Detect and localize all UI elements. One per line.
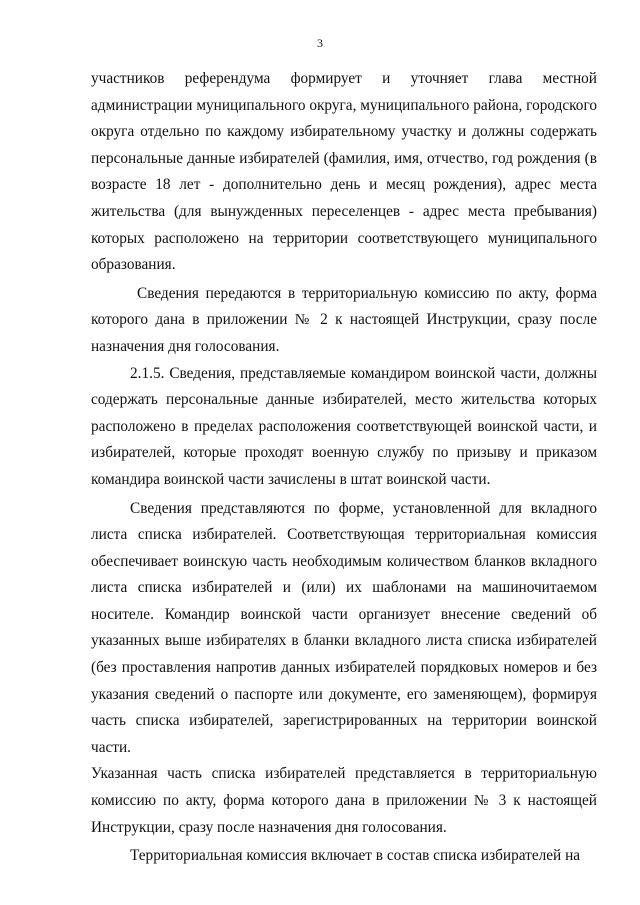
paragraph-2-1-5: 2.1.5. Сведения, представляемые командиром воинской части, должны содержать персональные данные избирателей, место жительства которых расположено в пределах расположения соответствующей воинской части, и избирателей, которые проходят военную службу по призыву и приказом командира воинской части зачислены в штат воинской части. [91, 364, 597, 488]
paragraph-territorial-commission: Территориальная комиссия включает в состав списка избирателей на [130, 847, 581, 865]
page-number: 3 [317, 36, 323, 50]
paragraph-transfer-info: Сведения передаются в территориальную комиссию по акту, форма которого дана в приложении № 2 к настоящей Инструкции, сразу после назначения дня голосования. [91, 284, 597, 355]
document-body [91, 66, 597, 870]
paragraph-part-list: Указанная часть списка избирателей представляется в территориальную комиссию по акту, форма которого дана в приложении № 3 к настоящей Инструкции, сразу после назначения дня голосования. [91, 765, 597, 836]
paragraph-continuation: участников референдума формирует и уточняет глава местной администрации муниципального округа, муниципального района, городского округа отдельно по каждому избирательному участку и должны содержать персональные данные избирателей (фамилия, имя, отчество, год рождения (в возрасте 18 лет - дополнительно день и месяц рождения), адрес места жительства (для вынужденных переселенцев - адрес места пребывания) которых расположено на территории соответствующего муниципального образования. [91, 70, 597, 274]
paragraph-form-info: Сведения представляются по форме, установленной для вкладного листа списка избирателей. Соответствующая территориальная комиссия обеспечивает воинскую часть необходимым количеством бланков вкладного листа списка избирателей и (или) их шаблонами на машиночитаемом носителе. Командир воинской части организует внесение сведений об указанных выше избирателях в бланки вкладного листа списка избирателей (без проставления напротив данных избирателей порядковых номеров и без указания сведений о паспорте или документе, его заменяющем), формируя часть списка избирателей, зарегистрированных на территории воинской части. [91, 499, 597, 756]
